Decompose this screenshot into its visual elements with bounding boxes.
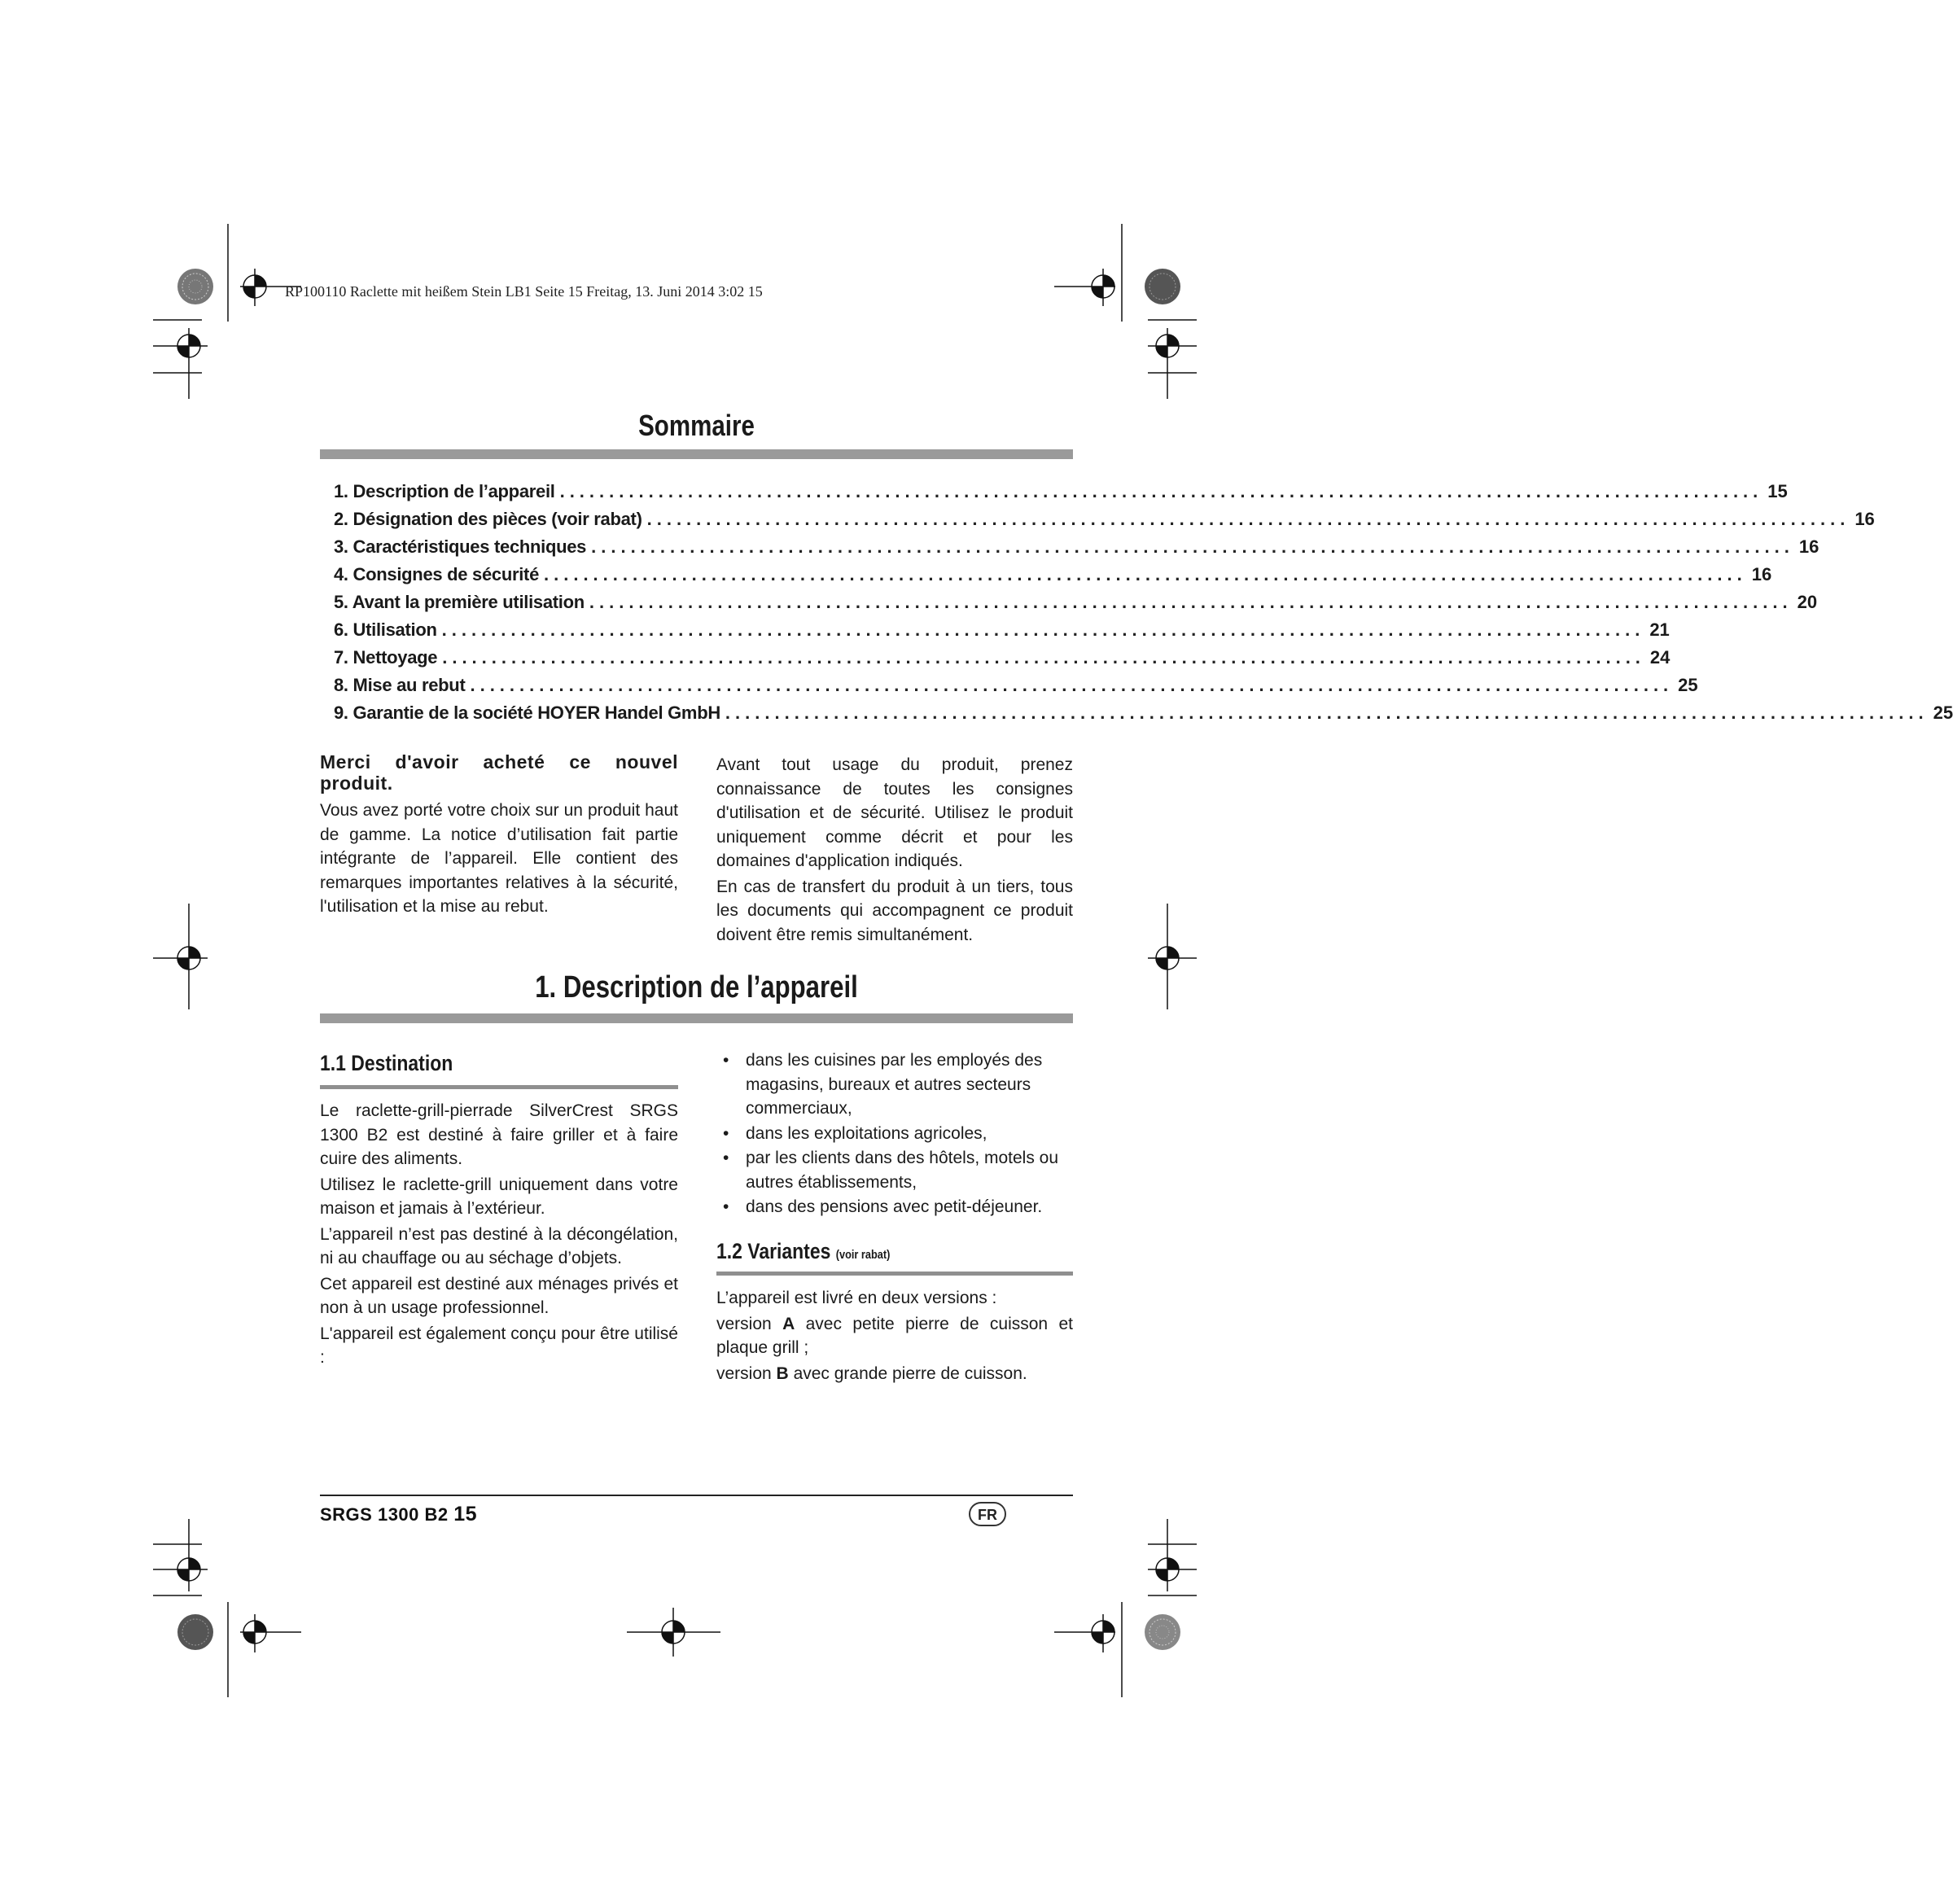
paragraph: Utilisez le raclette-grill uniquement dans votre maison et jamais à l’extérieur. bbox=[320, 1175, 678, 1218]
paragraph: L’appareil n’est pas destiné à la décongélation, ni au chauffage ou au séchage d’objets. bbox=[320, 1224, 678, 1267]
intro-paragraph: Avant tout usage du produit, prenez connaissance de toutes les consignes d'utilisation et de sécurité. Utilisez le produit uniquement comme décrit et pour les domaines d'application indiqués. bbox=[716, 755, 1073, 870]
intro-right-column bbox=[716, 753, 1073, 948]
footer-model: SRGS 1300 B2 15 bbox=[320, 1503, 478, 1525]
toc-entry[interactable]: 1. Description de l’appareil .......................................................................................................................... 15 bbox=[334, 481, 1788, 501]
toc-entry[interactable]: 2. Désignation des pièces (voir rabat) .......................................................................................................................... 16 bbox=[334, 509, 1875, 529]
intro-lead: Merci d'avoir acheté ce nouvel produit. bbox=[320, 751, 678, 794]
destination-left-column bbox=[320, 1099, 678, 1372]
variantes-column bbox=[716, 1286, 1073, 1387]
paragraph: version A avec petite pierre de cuisson et plaque grill ; bbox=[716, 1314, 1073, 1357]
toc-entry[interactable]: 8. Mise au rebut .......................................................................................................................... 25 bbox=[334, 675, 1698, 695]
toc-entry[interactable]: 9. Garantie de la société HOYER Handel GmbH .......................................................................................................................... 25 bbox=[334, 703, 1953, 723]
subsection-rule bbox=[716, 1272, 1073, 1276]
subsection-rule bbox=[320, 1085, 678, 1089]
list-item: • par les clients dans des hôtels, motels ou autres établissements, bbox=[716, 1146, 1073, 1194]
list-item: • dans les exploitations agricoles, bbox=[716, 1122, 1073, 1146]
print-slug: RP100110 Raclette mit heißem Stein LB1 Seite 15 Freitag, 13. Juni 2014 3:02 15 bbox=[285, 283, 763, 300]
usage-list bbox=[716, 1048, 1073, 1219]
subsection-title: 1.2 Variantes (voir rabat) bbox=[716, 1239, 891, 1263]
paragraph: Cet appareil est destiné aux ménages privés et non à un usage professionnel. bbox=[320, 1274, 678, 1317]
toc-entry[interactable]: 3. Caractéristiques techniques .......................................................................................................................... 16 bbox=[334, 536, 1819, 557]
paragraph: L'appareil est également conçu pour être utilisé : bbox=[320, 1324, 678, 1367]
paragraph: Le raclette-grill-pierrade SilverCrest SRGS 1300 B2 est destiné à faire griller et à faire cuire des aliments. bbox=[320, 1101, 678, 1168]
list-item: • dans les cuisines par les employés des magasins, bureaux et autres secteurs commerciaux, bbox=[716, 1048, 1073, 1121]
toc-entry[interactable]: 7. Nettoyage .......................................................................................................................... 24 bbox=[334, 647, 1671, 667]
intro-paragraph: Vous avez porté votre choix sur un produit haut de gamme. La notice d’utilisation fait partie intégrante de l’appareil. Elle contient des remarques importantes relatives à la sécurité, l'utilisation et la mise au rebut. bbox=[320, 801, 678, 916]
sommaire-rule bbox=[320, 449, 1073, 459]
section-title: 1. Description de l’appareil bbox=[535, 970, 858, 1005]
toc-entry[interactable]: 6. Utilisation .......................................................................................................................... 21 bbox=[334, 619, 1670, 640]
intro-left-column bbox=[320, 751, 678, 921]
paragraph: L’appareil est livré en deux versions : bbox=[716, 1289, 997, 1307]
subsection-title: 1.1 Destination bbox=[320, 1051, 453, 1075]
list-item: • dans des pensions avec petit-déjeuner. bbox=[716, 1195, 1073, 1219]
section-rule bbox=[320, 1013, 1073, 1023]
table-of-contents bbox=[334, 475, 1953, 724]
intro-paragraph: En cas de transfert du produit à un tiers, tous les documents qui accompagnent ce produit doivent être remis simultanément. bbox=[716, 877, 1073, 944]
footer-rule bbox=[320, 1495, 1073, 1496]
destination-right-column bbox=[716, 1048, 1073, 1220]
sommaire-title: Sommaire bbox=[638, 409, 755, 442]
toc-entry[interactable]: 5. Avant la première utilisation .......................................................................................................................... 20 bbox=[334, 592, 1818, 612]
paragraph: version B avec grande pierre de cuisson. bbox=[716, 1363, 1027, 1383]
language-badge: FR bbox=[969, 1502, 1006, 1526]
toc-entry[interactable]: 4. Consignes de sécurité .......................................................................................................................... 16 bbox=[334, 564, 1772, 584]
